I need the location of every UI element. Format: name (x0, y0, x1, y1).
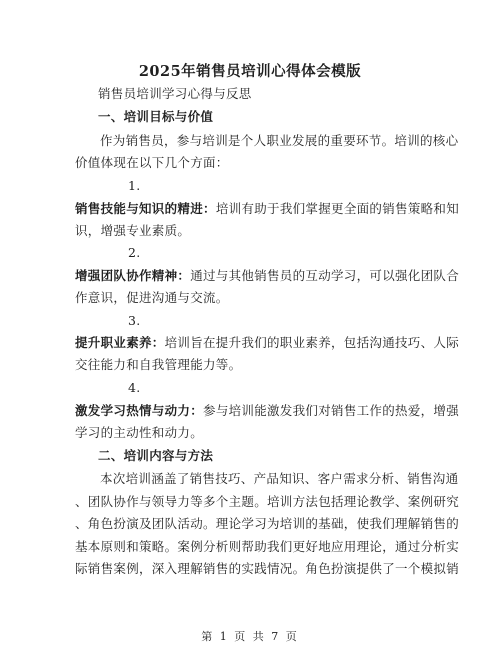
item-text: 通过与其他销售员的互动学习，可以强化团队合 (190, 268, 460, 283)
list-item (75, 265, 460, 287)
page-footer: 第 1 页 共 7 页 (201, 630, 299, 643)
item-label: 激发学习热情与动力： (75, 403, 204, 418)
document-title: 2025年销售员培训心得体会模版 (138, 63, 362, 80)
section-2-paragraph-line: 基本原则和策略。案例分析则帮助我们更好地应用理论，通过分析实 (75, 539, 460, 554)
item-text: 培训旨在提升我们的职业素养，包括沟通技巧、人际 (164, 335, 460, 350)
item-text-continued: 识，增强专业素质。 (75, 223, 191, 238)
item-number: 2. (128, 245, 141, 260)
section-1-intro-line: 价值体现在以下几个方面： (75, 155, 229, 170)
section-2-paragraph-line: 际销售案例，深入理解销售的实践情况。角色扮演提供了一个模拟销 (75, 561, 460, 576)
section-2-heading: 二、培训内容与方法 (98, 448, 214, 463)
item-label: 销售技能与知识的精进： (75, 201, 216, 216)
item-text: 培训有助于我们掌握更全面的销售策略和知 (215, 201, 460, 216)
item-text-continued: 学习的主动性和动力。 (75, 425, 204, 440)
section-2-paragraph-line: 本次培训涵盖了销售技巧、产品知识、客户需求分析、销售沟通 (100, 471, 459, 486)
item-number: 3. (128, 313, 141, 328)
list-item (75, 400, 460, 422)
item-label: 增强团队协作精神： (75, 268, 191, 283)
list-item (75, 198, 460, 220)
item-text-continued: 交往能力和自我管理能力等。 (75, 357, 242, 372)
item-text: 参与培训能激发我们对销售工作的热爱，增强 (203, 403, 460, 418)
section-2-paragraph-line: 、团队协作与领导力等多个主题。培训方法包括理论教学、案例研究 (75, 494, 460, 509)
item-number: 1. (128, 178, 141, 193)
section-1-heading: 一、培训目标与价值 (98, 109, 214, 124)
list-item (75, 332, 460, 354)
item-label: 提升职业素养： (75, 335, 165, 350)
item-number: 4. (128, 380, 141, 395)
item-text-continued: 作意识，促进沟通与交流。 (75, 290, 229, 305)
document-subtitle: 销售员培训学习心得与反思 (98, 86, 252, 101)
section-1-intro-line: 作为销售员，参与培训是个人职业发展的重要环节。培训的核心 (100, 133, 459, 148)
section-2-paragraph-line: 、角色扮演及团队活动。理论学习为培训的基础，使我们理解销售的 (75, 516, 460, 531)
